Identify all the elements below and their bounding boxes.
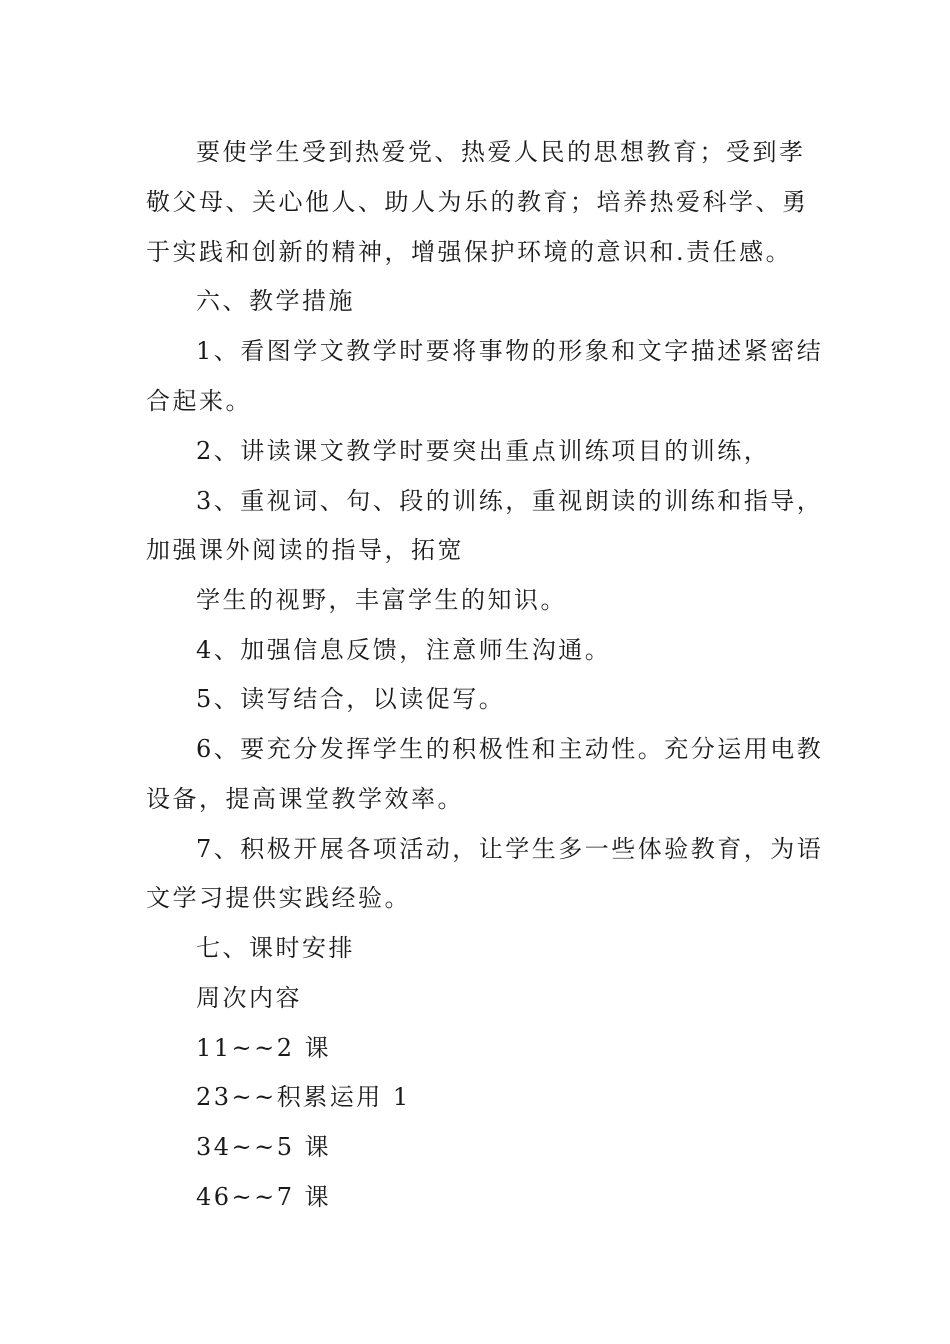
- section-heading: 六、教学措施: [196, 287, 355, 315]
- list-item: 1、看图学文教学时要将事物的形象和文字描述紧密结: [196, 337, 824, 365]
- list-item: 5、读写结合，以读促写。: [196, 685, 506, 713]
- paragraph-line: 于实践和创新的精神，增强保护环境的意识和.责任感。: [146, 238, 793, 266]
- paragraph-line: 文学习提供实践经验。: [146, 884, 411, 912]
- paragraph-line: 要使学生受到热爱党、热爱人民的思想教育；受到孝: [196, 138, 806, 166]
- list-item: 7、积极开展各项活动，让学生多一些体验教育，为语: [196, 835, 824, 863]
- list-item: 4、加强信息反馈，注意师生沟通。: [196, 636, 612, 664]
- schedule-row: 11~~2 课: [196, 1034, 332, 1062]
- section-heading: 七、课时安排: [196, 934, 355, 962]
- schedule-row: 23~~积累运用 1: [196, 1083, 411, 1111]
- paragraph-line: 设备，提高课堂教学效率。: [146, 785, 464, 813]
- paragraph-line: 合起来。: [146, 387, 252, 415]
- paragraph-line: 学生的视野，丰富学生的知识。: [196, 586, 567, 614]
- paragraph-line: 加强课外阅读的指导，拓宽: [146, 536, 464, 564]
- list-item: 6、要充分发挥学生的积极性和主动性。充分运用电教: [196, 735, 824, 763]
- schedule-row: 46~~7 课: [196, 1183, 332, 1211]
- list-item: 3、重视词、句、段的训练，重视朗读的训练和指导，: [196, 487, 824, 515]
- paragraph-line: 敬父母、关心他人、助人为乐的教育；培养热爱科学、勇: [146, 188, 809, 216]
- schedule-row: 34~~5 课: [196, 1133, 332, 1161]
- list-item: 2、讲读课文教学时要突出重点训练项目的训练，: [196, 437, 771, 465]
- schedule-header: 周次内容: [196, 984, 302, 1012]
